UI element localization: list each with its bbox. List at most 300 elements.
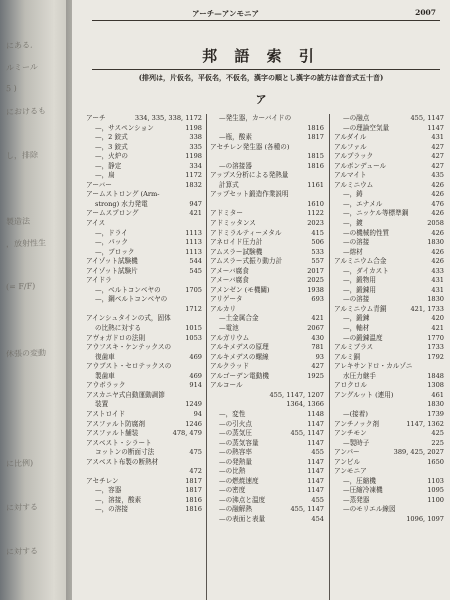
index-term: アルミニウム合金	[334, 257, 387, 266]
index-page-refs: 94	[193, 409, 202, 418]
index-page-refs: 1015	[185, 324, 202, 333]
index-term: 水圧力継手	[343, 371, 376, 380]
index-entry	[210, 295, 324, 305]
index-entry	[210, 190, 324, 200]
index-term: —，ブロック	[95, 247, 135, 256]
index-page-refs: 2017	[307, 266, 324, 275]
index-entry	[86, 496, 202, 506]
index-entry	[334, 400, 444, 410]
index-entry	[210, 124, 324, 134]
index-entry	[86, 362, 202, 372]
index-page-refs: 781	[311, 343, 324, 352]
index-entry	[210, 257, 324, 267]
index-term: アウブスト・セロテックスの	[86, 362, 172, 371]
index-entry	[86, 257, 202, 267]
index-entry	[210, 448, 324, 458]
index-page-refs: 427	[431, 161, 444, 170]
index-term: コットンの断面寸法	[95, 448, 155, 457]
index-page-refs: 1147	[307, 486, 324, 495]
index-entry	[210, 391, 324, 401]
index-page-refs: 1147	[307, 467, 324, 476]
index-term: —，変性	[219, 409, 246, 418]
index-page-refs: 693	[311, 295, 324, 304]
index-term: アスベスト・シラート	[86, 438, 152, 447]
index-term: アルコール	[210, 381, 243, 390]
index-term: アスファルト舗装	[86, 429, 139, 438]
index-term: —土金属合金	[219, 314, 259, 323]
index-entry	[334, 295, 444, 305]
index-page-refs: 2058	[427, 219, 444, 228]
index-entry	[210, 477, 324, 487]
index-page-refs: 426	[431, 257, 444, 266]
index-term: アネロイド圧力計	[210, 238, 263, 247]
index-page-refs: 1198	[185, 152, 202, 161]
index-entry	[86, 486, 202, 496]
index-page-refs: 1650	[427, 457, 444, 466]
index-term: —蒸発器	[343, 495, 370, 504]
index-entry	[210, 314, 324, 324]
index-term: —，扁	[95, 171, 115, 180]
index-entry	[334, 410, 444, 420]
index-term: アムスラー式振り動力計	[210, 257, 283, 266]
index-term: アルキメデスの螺線	[210, 352, 269, 361]
index-term: アンチモン	[334, 429, 367, 438]
index-term: —の熱容率	[219, 448, 252, 457]
index-page-refs: 469	[189, 352, 202, 361]
index-entry	[334, 152, 444, 162]
left-page-text-fragment: 休張の変動	[6, 348, 46, 359]
index-term: アウフスキ・ケンテックスの	[86, 343, 172, 352]
index-term: —の密度	[219, 486, 246, 495]
index-term: アドミラルティーメタル	[210, 228, 282, 237]
page-subtitle: (排列は，片仮名，平仮名，不仮名，漢字の順とし漢字の読方は音音式五十音)	[138, 73, 384, 82]
index-entry	[210, 209, 324, 219]
index-term: アップセット鍛造作業説明	[210, 190, 289, 199]
index-term: 製歯車	[95, 371, 115, 380]
index-term: —，エナメル	[343, 199, 383, 208]
index-page-refs: 1053	[185, 333, 202, 342]
index-entry	[210, 467, 324, 477]
index-page-refs: 455, 1147	[290, 505, 324, 514]
index-entry	[210, 429, 324, 439]
index-entry	[334, 276, 444, 286]
index-term: —，鋼ベルトコンベヤの	[95, 295, 168, 304]
index-term: アセチレン	[86, 476, 119, 485]
index-page-refs: 475	[189, 448, 202, 457]
index-term: —，サスペンション	[95, 123, 154, 132]
index-page-refs: 1249	[185, 400, 202, 409]
left-page-text-fragment: に対する	[6, 502, 38, 513]
index-entry	[210, 133, 324, 143]
index-entry	[86, 143, 202, 153]
index-entry	[334, 143, 444, 153]
index-page-refs: 1705	[185, 285, 202, 294]
index-page-refs: 1816	[307, 123, 324, 132]
index-page-refs: 334	[189, 161, 202, 170]
index-page-refs: 1712	[185, 304, 202, 313]
index-page-refs: 435	[431, 171, 444, 180]
index-term: —，2 鉸式	[95, 133, 128, 142]
column-divider	[329, 114, 330, 600]
index-term: —，ニッケル等標準鋼	[343, 209, 409, 218]
running-head	[72, 6, 450, 20]
index-entry	[210, 171, 324, 181]
index-page-refs: 1832	[185, 180, 202, 189]
index-page-refs: 338	[189, 133, 202, 142]
index-term: —，3 鉸式	[95, 142, 128, 151]
index-term: アルキメデスの原理	[210, 343, 269, 352]
index-entry	[86, 353, 202, 363]
index-term: アスファルト防腐剤	[86, 419, 145, 428]
index-page-refs: 427	[311, 362, 324, 371]
index-entry	[210, 362, 324, 372]
running-head-title: アーチ—アンモニア	[192, 9, 259, 18]
index-entry	[86, 448, 202, 458]
index-page-refs: 1147, 1362	[406, 419, 444, 428]
index-page-refs: 420	[431, 314, 444, 323]
index-entry	[86, 286, 202, 296]
index-term: strong) 水力発電	[95, 199, 148, 208]
index-page-refs: 1113	[185, 238, 202, 247]
index-term: —の燃焼速度	[219, 476, 259, 485]
index-term: アセチレン発生器 (各種の)	[210, 142, 290, 151]
section-heading: ア	[255, 93, 267, 106]
index-term: —の融解熱	[219, 505, 252, 514]
index-term: —，ベルトコンベヤの	[95, 285, 161, 294]
index-term: —の融点	[343, 114, 370, 122]
index-term: —，鍛鍊	[343, 314, 370, 323]
index-term: アムスラー試験機	[210, 247, 263, 256]
index-term: アルクラッド	[210, 362, 250, 371]
index-term: アインシュタインの式，固体	[86, 314, 171, 323]
index-page-refs: 1925	[307, 371, 324, 380]
index-entry	[210, 372, 324, 382]
index-page-refs: 1147	[307, 457, 324, 466]
index-term: アンビル	[334, 457, 361, 466]
index-term: アルファル	[334, 142, 367, 151]
index-entry	[86, 229, 202, 239]
index-page-refs: 476	[431, 199, 444, 208]
index-term: 装置	[95, 400, 109, 409]
index-term: アドミッタンス	[210, 219, 256, 228]
index-term: アルミブラス	[334, 343, 374, 352]
index-page-refs: 225	[431, 438, 444, 447]
index-page-refs: 454	[311, 514, 324, 523]
index-entry	[210, 381, 324, 391]
index-page-refs: 1103	[427, 476, 444, 485]
index-term: アルプラック	[334, 152, 374, 161]
index-term: アンチノック剤	[334, 419, 379, 428]
index-entry	[86, 400, 202, 410]
index-page-refs: 1100	[427, 495, 444, 504]
index-entry	[334, 334, 444, 344]
index-term: アスベスト布製の断熱材	[86, 457, 159, 466]
index-entry	[86, 334, 202, 344]
index-page-refs: 1096, 1097	[406, 514, 444, 523]
index-entry	[334, 467, 444, 477]
index-entry	[210, 334, 324, 344]
index-term: —の機械的性質	[343, 228, 390, 237]
index-entry	[210, 286, 324, 296]
left-page-text-fragment: に対する	[6, 546, 38, 557]
index-entry	[334, 238, 444, 248]
index-page-refs: 1816	[307, 161, 324, 170]
index-term: —の発熱量	[219, 457, 252, 466]
index-entry	[334, 114, 444, 124]
index-page-refs: 533	[311, 247, 324, 256]
index-term: —圧縮冷凍機	[343, 486, 383, 495]
index-page-refs: 421	[311, 314, 324, 323]
index-term: —の溶接器	[219, 161, 252, 170]
index-page-refs: 478, 479	[172, 429, 202, 438]
index-entry	[210, 238, 324, 248]
index-term: アーバー	[86, 180, 112, 189]
index-page-refs: 1816	[185, 495, 202, 504]
index-term: —，鍍	[343, 219, 363, 228]
index-term: アルダイル	[334, 133, 367, 142]
index-page-refs: 334, 335, 338, 1172	[134, 114, 202, 122]
index-entry	[86, 190, 202, 200]
index-entry	[210, 400, 324, 410]
index-page-refs: 1172	[185, 171, 202, 180]
index-term: —，鋳	[343, 190, 363, 199]
index-entry	[334, 381, 444, 391]
index-entry	[334, 439, 444, 449]
index-entry	[86, 324, 202, 334]
index-page-refs: 1147	[307, 419, 324, 428]
index-term: の比熱に対する	[95, 324, 142, 333]
index-page-refs: 1113	[185, 247, 202, 256]
index-entry	[86, 124, 202, 134]
index-entry	[86, 238, 202, 248]
left-page-text-fragment: にある.	[6, 40, 33, 51]
index-term: アメーバ腐食	[210, 266, 249, 275]
index-entry	[86, 133, 202, 143]
index-page-refs: 1817	[185, 476, 202, 485]
index-page-refs: 93	[315, 352, 324, 361]
index-entry	[86, 410, 202, 420]
index-term: アップス分析による発熱量	[210, 171, 289, 180]
index-entry	[210, 143, 324, 153]
index-term: アームスプロング	[86, 209, 139, 218]
index-term: —の沸点と温度	[219, 495, 266, 504]
index-term: —，の溶接	[95, 505, 128, 514]
index-entry	[86, 458, 202, 468]
index-term: —，鍛物用	[343, 276, 376, 285]
index-term: アイゾット試験片	[86, 266, 138, 275]
index-page-refs: 1770	[427, 333, 444, 342]
index-entry	[210, 248, 324, 258]
index-page-refs: 426	[431, 190, 444, 199]
index-entry	[86, 162, 202, 172]
index-page-refs: 1246	[185, 419, 202, 428]
column-divider	[206, 114, 207, 600]
index-entry	[334, 343, 444, 353]
index-term: —の比熱	[219, 467, 246, 476]
index-term: —，火炉の	[95, 152, 128, 161]
index-entry	[334, 420, 444, 430]
index-term: アルゴーデン電動機	[210, 371, 269, 380]
page-title: 邦 語 索 引	[202, 47, 320, 65]
index-column-3	[334, 114, 444, 598]
index-page-refs: 472	[189, 467, 202, 476]
index-page-refs: 421, 1733	[410, 304, 444, 313]
index-term: —の蒸気容量	[219, 438, 259, 447]
index-page-refs: 544	[189, 257, 202, 266]
index-entry	[334, 181, 444, 191]
index-column-1	[86, 114, 202, 598]
index-page-refs: 2067	[307, 324, 324, 333]
left-page-text-fragment: し，排除	[6, 150, 38, 161]
index-page-refs: 426	[431, 209, 444, 218]
index-term: —，溶接，酸素	[95, 495, 142, 504]
left-page-text-fragment: に比例)	[6, 458, 34, 469]
index-entry	[334, 372, 444, 382]
index-page-refs: 1830	[427, 400, 444, 409]
index-page-refs: 455, 1147, 1207	[269, 390, 324, 399]
index-page-refs: 1095	[427, 486, 444, 495]
index-term: 復歯車	[95, 352, 115, 361]
index-page-refs: 557	[311, 257, 324, 266]
index-entry	[210, 114, 324, 124]
index-term: —発生器，カーバイドの	[219, 114, 292, 122]
index-page-refs: 1161	[307, 180, 324, 189]
index-entry	[210, 353, 324, 363]
index-entry	[334, 286, 444, 296]
index-term: アドミター	[210, 209, 243, 218]
index-entry	[334, 219, 444, 229]
index-page-refs: 1122	[307, 209, 324, 218]
index-page-refs: 426	[431, 247, 444, 256]
index-entry	[210, 152, 324, 162]
index-page-refs: 1816	[185, 505, 202, 514]
index-column-2	[210, 114, 324, 598]
index-entry	[334, 429, 444, 439]
index-page	[72, 0, 450, 600]
index-term: —の鍛錬温度	[343, 333, 383, 342]
index-entry	[334, 515, 444, 525]
index-entry	[86, 248, 202, 258]
index-term: —，鍛錬用	[343, 285, 376, 294]
index-entry	[210, 505, 324, 515]
index-term: アンモニア	[334, 467, 367, 476]
index-page-refs: 469	[189, 371, 202, 380]
index-entry	[86, 276, 202, 286]
index-term: —のモリエル線図	[343, 505, 396, 514]
index-entry	[86, 420, 202, 430]
index-entry	[334, 391, 444, 401]
index-page-refs: 1308	[427, 381, 444, 390]
index-page-refs: 415	[311, 228, 324, 237]
index-page-refs: 461	[431, 390, 444, 399]
index-term: アンパー	[334, 448, 360, 457]
index-page-refs: 1147	[427, 123, 444, 132]
index-term: アルマイト	[334, 171, 367, 180]
index-page-refs: 1113	[185, 228, 202, 237]
index-page-refs: 421	[189, 209, 202, 218]
index-page-refs: 430	[311, 333, 324, 342]
index-page-refs: 1147	[307, 438, 324, 447]
index-page-refs: 1364, 1366	[286, 400, 324, 409]
index-page-refs: 389, 425, 2027	[393, 448, 444, 457]
index-term: —の溶接	[343, 238, 370, 247]
index-term: —電池	[219, 324, 239, 333]
index-page-refs: 1815	[307, 152, 324, 161]
index-term: 計算式	[219, 180, 239, 189]
index-entry	[210, 420, 324, 430]
index-term: アロクロル	[334, 381, 367, 390]
index-page-refs: 1148	[307, 409, 324, 418]
index-entry	[334, 124, 444, 134]
left-page-text-fragment: 5 )	[6, 83, 17, 94]
index-entry	[86, 467, 202, 477]
index-term: アスカニヤ式自動運動調節	[86, 390, 165, 399]
index-page-refs: 426	[431, 180, 444, 189]
index-entry	[334, 162, 444, 172]
index-term: アルボンデュール	[334, 161, 387, 170]
index-page-refs: 947	[189, 199, 202, 208]
index-term: —，ドライ	[95, 228, 128, 237]
index-entry	[210, 496, 324, 506]
index-page-refs: 1830	[427, 295, 444, 304]
index-entry	[210, 515, 324, 525]
index-page-refs: 1739	[427, 409, 444, 418]
index-entry	[86, 295, 202, 305]
index-entry	[86, 505, 202, 515]
index-page-refs: 1610	[307, 199, 324, 208]
index-term: アリゲータ	[210, 295, 243, 304]
index-term: アングルット (連用)	[334, 390, 394, 399]
left-page-text-fragment: ，放射性生	[6, 238, 46, 249]
index-term: —，容器	[95, 486, 122, 495]
index-entry	[334, 314, 444, 324]
index-entry	[210, 267, 324, 277]
index-term: —の表面と表量	[219, 514, 266, 523]
index-page-refs: 431	[431, 133, 444, 142]
index-term: —の蒸気圧	[219, 429, 252, 438]
index-entry	[86, 391, 202, 401]
index-page-refs: 421	[431, 324, 444, 333]
index-page-refs: 426	[431, 228, 444, 237]
index-term: アイドラ	[86, 276, 112, 285]
index-entry	[334, 209, 444, 219]
index-entry	[334, 133, 444, 143]
index-entry	[210, 181, 324, 191]
index-entry	[334, 505, 444, 515]
index-page-refs: 425	[431, 429, 444, 438]
index-term: —(接着)	[343, 409, 368, 418]
index-term: —，軸材	[343, 324, 370, 333]
index-term: アストロイド	[86, 409, 126, 418]
index-entry	[86, 267, 202, 277]
index-entry	[86, 381, 202, 391]
index-page-refs: 455, 1147	[290, 429, 324, 438]
index-entry	[86, 439, 202, 449]
index-page-refs: 2025	[307, 276, 324, 285]
index-entry	[334, 171, 444, 181]
index-page-refs: 1817	[185, 486, 202, 495]
index-term: アーチ	[86, 114, 106, 122]
title-rule	[92, 69, 440, 70]
index-entry	[334, 257, 444, 267]
index-page-refs: 1198	[185, 123, 202, 132]
index-entry	[334, 248, 444, 258]
index-page-refs: 2023	[307, 219, 324, 228]
index-entry	[86, 209, 202, 219]
index-entry	[210, 219, 324, 229]
index-entry	[86, 152, 202, 162]
header-rule	[92, 20, 440, 21]
